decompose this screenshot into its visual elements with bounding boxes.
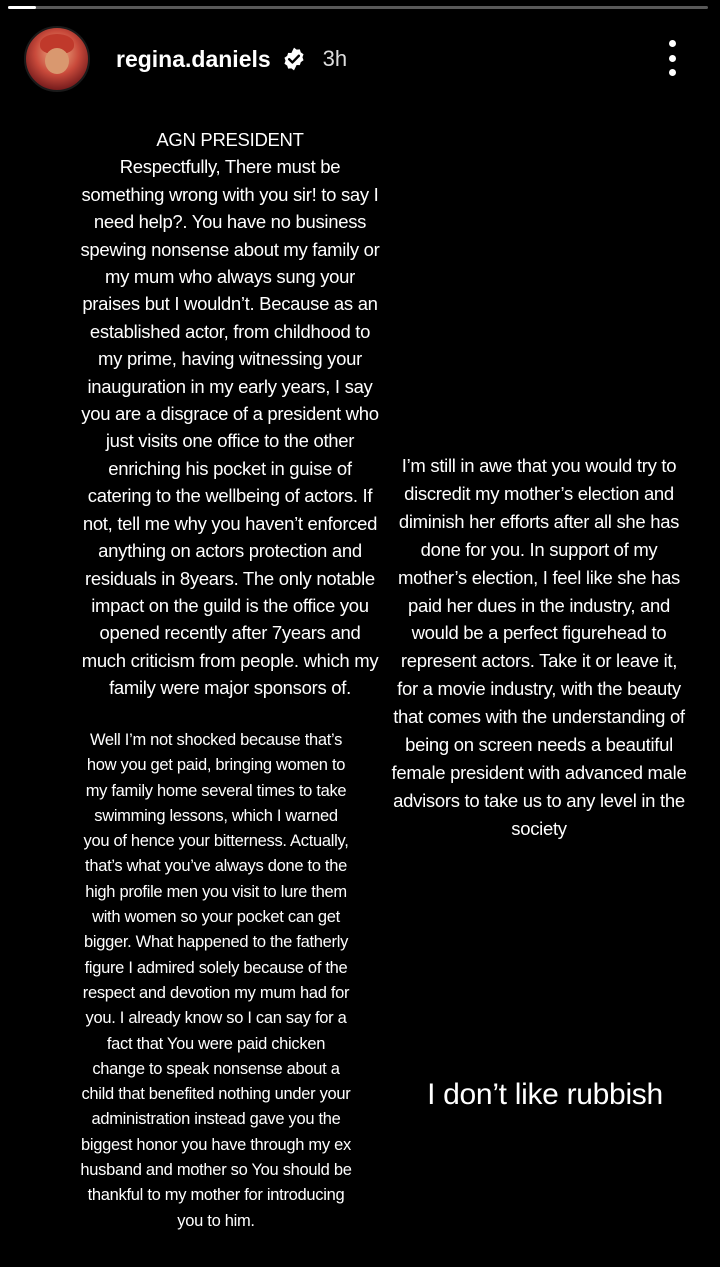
- verified-badge-icon: [281, 46, 307, 72]
- username[interactable]: regina.daniels: [116, 45, 271, 72]
- story-progress-bar: [8, 6, 708, 9]
- more-vertical-icon[interactable]: [662, 40, 682, 76]
- post-time: 3h: [322, 46, 348, 71]
- story-header: [24, 28, 696, 90]
- story-progress-fill: [8, 6, 36, 9]
- left-paragraph-2: Well I’m not shocked because that’s how you get paid, bringing women to my family home several times to take swimming lessons, which I warned you of hence your bitterness. Actually, that’s what you’ve always done to the high profile men you visit to lure them with women so your pocket can get bigger. What happened to the fatherly figure I admired solely because of the respect and devotion my mum had for you. I already know so I can say for a fact that You were paid chicken change to speak nonsense about a child that benefited nothing under your administration instead gave you the biggest honor you have through my ex husband and mother so You should be thankful to my mother for introducing you to him.: [80, 731, 352, 1230]
- left-title: AGN PRESIDENT: [156, 129, 304, 150]
- right-text-block: [389, 452, 689, 843]
- tagline-text: I don’t like rubbish: [427, 1078, 663, 1111]
- avatar[interactable]: [24, 26, 90, 92]
- right-paragraph-1: I’m still in awe that you would try to discredit my mother’s election and diminish her efforts after all she has done for you. In support of my mother’s election, I feel like she has paid her dues in the industry, and would be a perfect figurehead to represent actors. Take it or leave it, for a movie industry, with the beauty that comes with the understanding of being on screen needs a beautiful female president with advanced male advisors to take us to any level in the society: [391, 455, 687, 839]
- left-text-block-1: [80, 126, 380, 702]
- left-text-block-2: [80, 728, 352, 1234]
- left-paragraph-1: Respectfully, There must be something wrong with you sir! to say I need help?. You have no business spewing nonsense about my family or my mum who always sung your praises but I wouldn’t. Because as an established actor, from childhood to my prime, having witnessing your inauguration in my early years, I say you are a disgrace of a president who just visits one office to the other enriching his pocket in guise of catering to the wellbeing of actors. If not, tell me why you haven’t enforced anything on actors protection and residuals in 8years. The only notable impact on the guild is the office you opened recently after 7years and much criticism from people. which my family were major sponsors of.: [80, 156, 380, 699]
